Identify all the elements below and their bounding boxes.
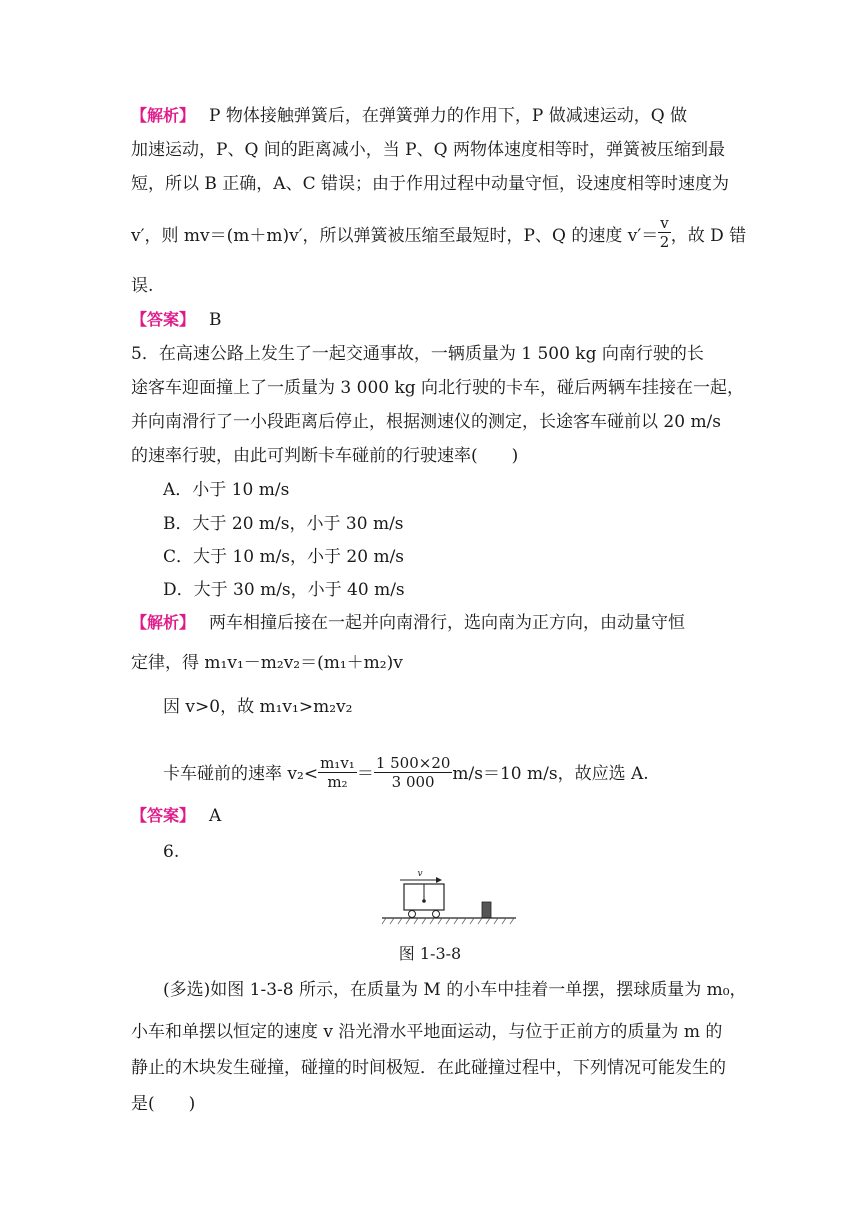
analysis2-line4: 卡车碰前的速率 v₂< $\frac{\text{m₁v₁}}{\text{m₂}}$ ＝ $\frac{1 500\times 20}{3 000}$ m/s＝10 m/s，故应选 A. xyxy=(163,754,649,791)
analysis1-line3: 短，所以 B 正确，A、C 错误；由于作用过程中动量守恒，设速度相等时速度为 xyxy=(131,174,729,194)
q6-line3: 静止的木块发生碰撞，碰撞的时间极短．在此碰撞过程中，下列情况可能发生的 xyxy=(131,1058,726,1078)
q6-line2: 小车和单摆以恒定的速度 v 沿光滑水平地面运动，与位于正前方的质量为 m 的 xyxy=(131,1022,723,1042)
analysis1-line4: v′，则 mv＝(m＋m)v′，所以弹簧被压缩至最短时，P、Q 的速度 v′＝ $\frac{v}{2}$ ，故 D 错 xyxy=(131,214,747,251)
q5-line2: 途客车迎面撞上了一质量为 3 000 kg 向北行驶的卡车，碰后两辆车挂接在一起， xyxy=(131,378,745,398)
answer-value: B xyxy=(209,310,222,330)
analysis2-line2: 定律，得 m₁v₁－m₂v₂＝(m₁＋m₂)v xyxy=(131,653,403,673)
q5-option-b: B．大于 20 m/s，小于 30 m/s xyxy=(163,514,404,534)
analysis2-line3: 因 v>0，故 m₁v₁>m₂v₂ xyxy=(163,697,353,717)
analysis-tag: 【解析】 xyxy=(131,106,196,125)
q5-line3: 并向南滑行了一小段距离后停止，根据测速仪的测定，长途客车碰前以 20 m/s xyxy=(131,412,722,432)
q5-line4: 的速率行驶，由此可判断卡车碰前的行驶速率( ) xyxy=(131,446,519,466)
velocity-label: v xyxy=(417,870,423,879)
q5-option-a: A．小于 10 m/s xyxy=(163,480,290,500)
analysis1-line2: 加速运动，P、Q 间的距离减小，当 P、Q 两物体速度相等时，弹簧被压缩到最 xyxy=(131,140,725,160)
answer2 xyxy=(131,806,221,826)
cart-pendulum-figure xyxy=(380,870,520,926)
answer1 xyxy=(131,310,222,330)
analysis1-line5: 误. xyxy=(131,276,154,296)
q6-line4: 是( ) xyxy=(131,1094,196,1114)
q5-option-d: D．大于 30 m/s，小于 40 m/s xyxy=(163,580,405,600)
figure-caption: 图 1-3-8 xyxy=(398,944,462,963)
fraction-1500x20-over-3000: $\frac{1 500\times 20}{3 000}$ xyxy=(375,754,451,791)
q5-option-c: C．大于 10 m/s，小于 20 m/s xyxy=(163,547,405,567)
answer-tag: 【答案】 xyxy=(131,310,196,329)
q5-line1: 5．在高速公路上发生了一起交通事故，一辆质量为 1 500 kg 向南行驶的长 xyxy=(131,344,704,364)
answer-tag: 【答案】 xyxy=(131,806,196,825)
q6-line1: (多选)如图 1-3-8 所示，在质量为 M 的小车中挂着一单摆，摆球质量为 m₀， xyxy=(163,980,747,1000)
fraction-v-over-2: $\frac{v}{2}$ xyxy=(659,214,670,251)
analysis2-line1: 【解析】 两车相撞后接在一起并向南滑行，选向南为正方向，由动量守恒 xyxy=(131,613,686,633)
q6-number: 6. xyxy=(163,842,180,862)
analysis1-line1: 【解析】 P 物体接触弹簧后，在弹簧弹力的作用下，P 做减速运动，Q 做 xyxy=(131,106,688,126)
fraction-m1v1-over-m2: $\frac{\text{m₁v₁}}{\text{m₂}}$ xyxy=(320,754,355,791)
answer-value: A xyxy=(209,806,222,826)
analysis-tag: 【解析】 xyxy=(131,613,196,632)
